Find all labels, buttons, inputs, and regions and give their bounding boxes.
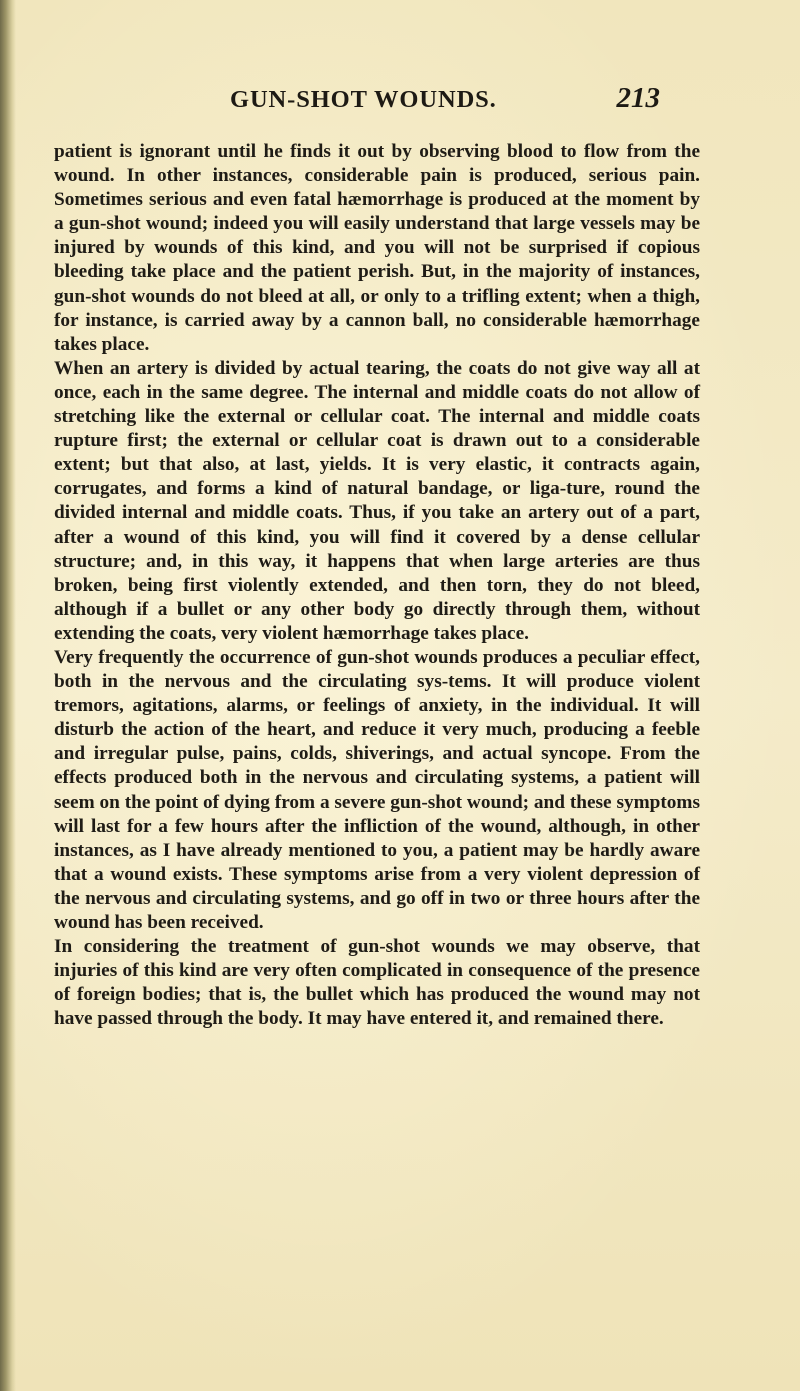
page-binding-edge (0, 0, 16, 1391)
running-header (230, 82, 660, 122)
paragraph: When an artery is divided by actual tearing, the coats do not give way all at once, each in the same degree. The internal and middle coats do not allow of stretching like the external or cellular coat. The internal and middle coats rupture first; the external or cellular coat is drawn out to a considerable extent; but that also, at last, yields. It is very elastic, it contracts again, corrugates, and forms a kind of natural bandage, or liga-ture, round the divided internal and middle coats. Thus, if you take an artery out of a part, after a wound of this kind, you will find it covered by a dense cellular structure; and, in this way, it happens that when large arteries are thus broken, being first violently extended, and then torn, they do not bleed, although if a bullet or any other body go directly through them, without extending the coats, very violent hæmorrhage takes place. (54, 357, 700, 644)
paragraph: patient is ignorant until he finds it out by observing blood to flow from the wound. In other instances, considerable pain is produced, serious pain. Sometimes serious and even fatal hæmorrhage is produced at the moment by a gun-shot wound; indeed you will easily understand that large vessels may be injured by wounds of this kind, and you will not be surprised if copious bleeding take place and the patient perish. But, in the majority of instances, gun-shot wounds do not bleed at all, or only to a trifling extent; when a thigh, for instance, is carried away by a cannon ball, no considerable hæmorrhage takes place. (54, 141, 700, 355)
paragraph: In considering the treatment of gun-shot wounds we may observe, that injuries of this kind are very often complicated in consequence of the presence of foreign bodies; that is, the bullet which has produced the wound may not have passed through the body. It may have entered it, and remained there. (54, 936, 700, 1030)
running-title: GUN-SHOT WOUNDS. (230, 86, 497, 113)
paragraph: Very frequently the occurrence of gun-shot wounds produces a peculiar effect, both in the nervous and the circulating sys-tems. It will produce violent tremors, agitations, alarms, or feelings of anxiety, in the individual. It will disturb the action of the heart, and reduce it very much, producing a feeble and irregular pulse, pains, colds, shiverings, and actual syncope. From the effects produced both in the nervous and circulating systems, a patient will seem on the point of dying from a severe gun-shot wound; and these symptoms will last for a few hours after the infliction of the wound, although, in other instances, as I have already mentioned to you, a patient may be hardly aware that a wound exists. These symptoms arise from a very violent depression of the nervous and circulating systems, and go off in two or three hours after the wound has been received. (54, 646, 700, 933)
page-number: 213 (616, 82, 660, 114)
body-text (54, 140, 700, 1031)
